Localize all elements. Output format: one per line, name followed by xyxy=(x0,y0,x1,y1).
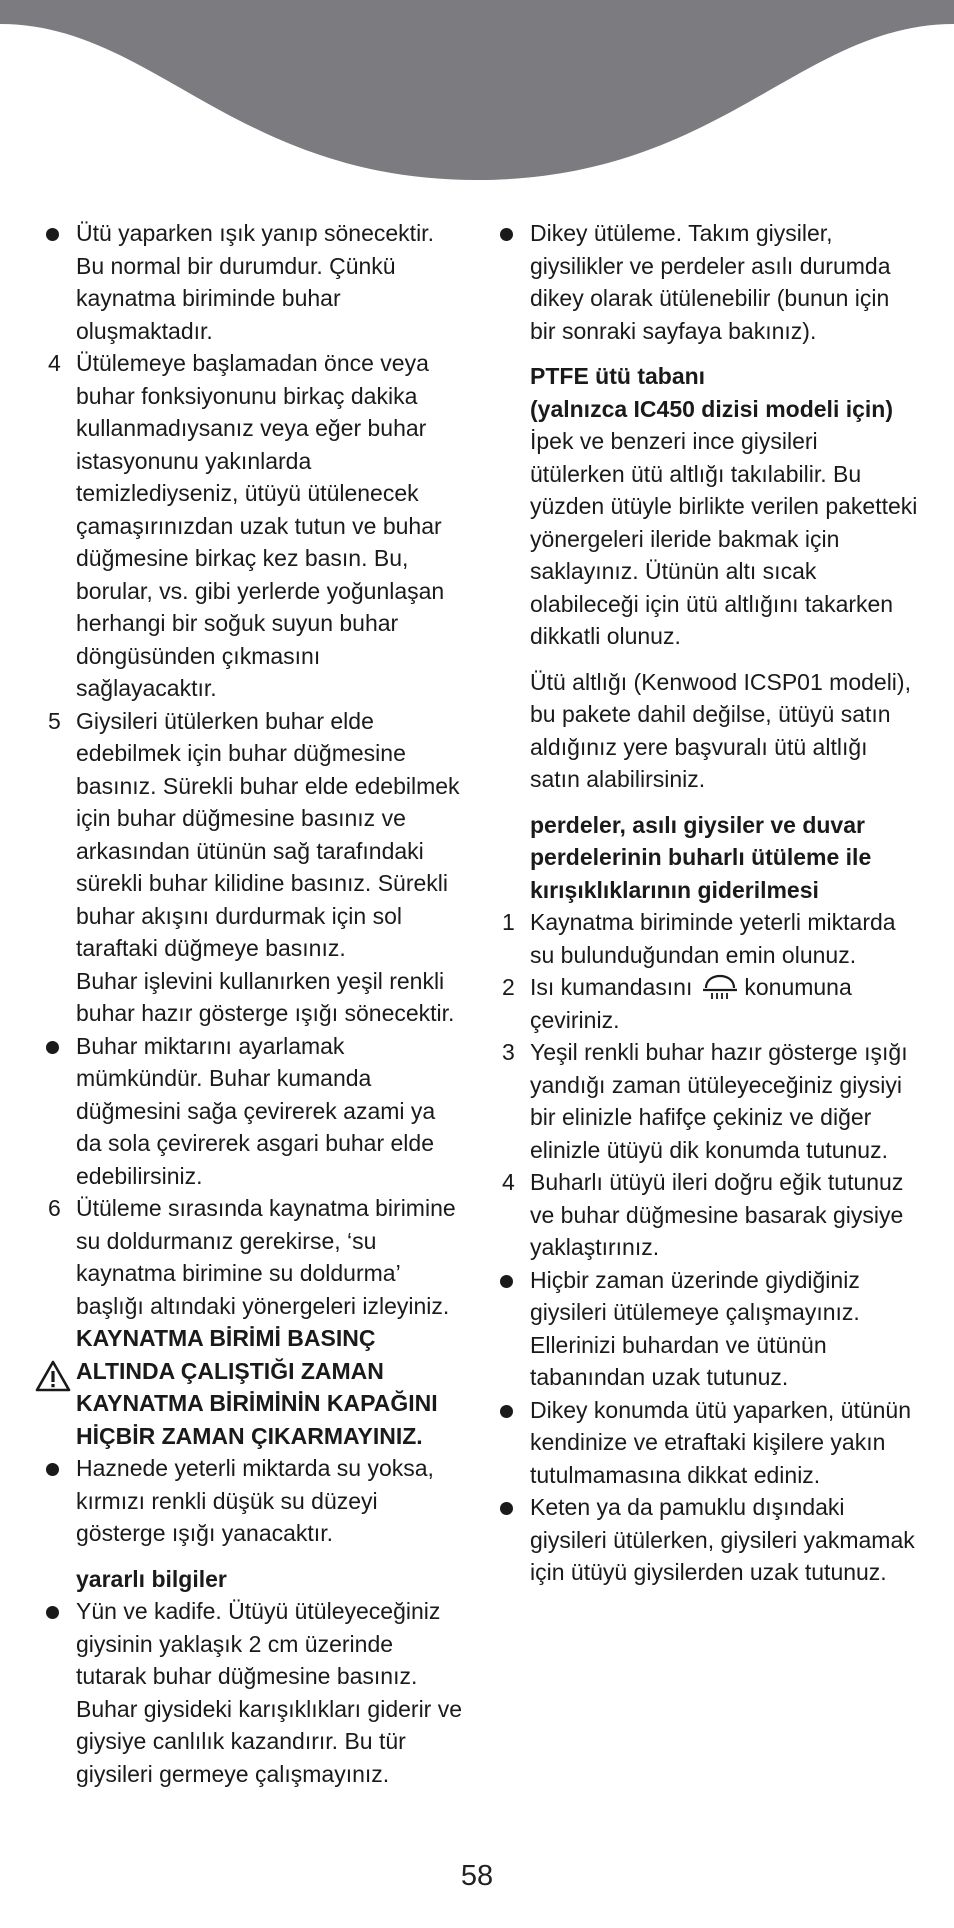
step-6 xyxy=(44,1192,464,1322)
step-number: 4 xyxy=(502,1169,515,1195)
bullet-text: Keten ya da pamuklu dışındaki giysileri ütülerken, giysileri yakmamak için ütüyü giysilerden uzak tutunuz. xyxy=(530,1494,915,1585)
step-text: Buharlı ütüyü ileri doğru eğik tutunuz ve buhar düğmesine basarak giysiye yaklaştırınız. xyxy=(530,1169,904,1260)
bullet-text: Ütü yaparken ışık yanıp sönecektir. Bu normal bir durumdur. Çünkü kaynatma biriminde buhar oluşmaktadır. xyxy=(76,220,434,344)
bullet-icon xyxy=(498,1264,522,1297)
step-number: 3 xyxy=(502,1039,515,1065)
step-number: 5 xyxy=(48,707,61,734)
warning-text: KAYNATMA BİRİMİ BASINÇ ALTINDA ÇALIŞTIĞI ZAMAN KAYNATMA BİRİMİNİN KAPAĞINI HİÇBİR ZAMAN ÇIKARMAYINIZ. xyxy=(76,1325,438,1449)
warning-triangle-icon xyxy=(35,1360,71,1392)
step-text: konumuna çeviriniz. xyxy=(530,974,852,1033)
paragraph: Ütü altlığı (Kenwood ICSP01 modeli), bu pakete dahil değilse, ütüyü satın aldığınız yere başvuralı ütü altlığı satın alabilirsiniz. xyxy=(530,668,911,792)
bullet-icon xyxy=(44,1452,68,1485)
bullet-text: Dikey konumda ütü yaparken, ütünün kendinize ve etraftaki kişilere yakın tutulmamasına dikkat ediniz. xyxy=(530,1396,912,1488)
bullet-text: Yün ve kadife. Ütüyü ütüleyeceğiniz giysinin yaklaşık 2 cm üzerinde tutarak buhar düğmesine basınız. Buhar giysideki karışıklıkları giderir ve giysiye canlılık kazandırır. Bu tür giysileri germeye çalışmayınız. xyxy=(76,1598,463,1787)
list-item xyxy=(498,217,918,347)
bullet-icon xyxy=(44,217,68,250)
bullet-text: Hiçbir zaman üzerinde giydiğiniz giysileri ütülemeye çalışmayınız. Ellerinizi buhardan ve ütünün tabanından uzak tutunuz. xyxy=(530,1266,860,1390)
step-text: Ütülemeye başlamadan önce veya buhar fonksiyonunu birkaç dakika kullanmadıysanız veya eğer buhar istasyonunu yakınlarda temizlediyseniz, ütüyü ütülenecek çamaşırınızdan uzak tutun ve buhar düğmesine birkaç kez basın. Bu, borular, vs. gibi yerlerde yoğunlaşan herhangi bir soğuk suyun buhar döngüsünden çıkmasını sağlayacaktır. xyxy=(76,350,445,701)
step-text: Kaynatma biriminde yeterli miktarda su bulunduğundan emin olunuz. xyxy=(530,909,896,968)
list-item xyxy=(498,1394,918,1492)
step-text: Yeşil renkli buhar hazır gösterge ışığı yandığı zaman ütüleyeceğiniz giysiyi bir elinizle hafifçe çekiniz ve diğer elinizle ütüyü dik konumda tutunuz. xyxy=(530,1039,908,1163)
section-subheading-ptfe: (yalnızca IC450 dizisi modeli için) xyxy=(530,395,894,422)
step-number: 1 xyxy=(502,909,515,935)
step-text: Ütüleme sırasında kaynatma birimine su doldurmanız gerekirse, ‘su kaynatma birimine su doldurma’ başlığı altındaki yönergeleri izleyiniz. xyxy=(76,1195,456,1319)
section-heading-curtains: perdeler, asılı giysiler ve duvar perdelerinin buharlı ütüleme ile kırışıklıklarının giderilmesi xyxy=(530,811,872,903)
bullet-text: Haznede yeterli miktarda su yoksa, kırmızı renkli düşük su düzeyi gösterge ışığı yanacaktır. xyxy=(76,1455,434,1546)
bullet-icon xyxy=(44,1595,68,1628)
step-text-note: Buhar işlevini kullanırken yeşil renkli buhar hazır gösterge ışığı sönecektir. xyxy=(76,967,455,1026)
list-item xyxy=(44,217,464,347)
list-item xyxy=(498,1491,918,1589)
bullet-icon xyxy=(498,1394,522,1427)
bullet-icon xyxy=(44,1030,68,1063)
list-item xyxy=(498,1264,918,1394)
bullet-icon xyxy=(498,1491,522,1524)
bullet-text: Buhar miktarını ayarlamak mümkündür. Buhar kumanda düğmesini sağa çevirerek azami ya da sola çevirerek asgari buhar elde edebilirsiniz. xyxy=(76,1032,436,1189)
steam-setting-icon xyxy=(700,974,740,1000)
list-item xyxy=(44,1030,464,1193)
left-column xyxy=(44,217,464,1790)
step-4 xyxy=(44,347,464,705)
step-number: 6 xyxy=(48,1195,61,1221)
step-number: 2 xyxy=(502,974,515,1000)
step-3 xyxy=(498,1036,918,1166)
right-column xyxy=(498,217,918,1589)
header-wave xyxy=(0,0,954,200)
step-1 xyxy=(498,906,918,971)
list-item xyxy=(44,1595,464,1790)
bullet-text: Dikey ütüleme. Takım giysiler, giysilikler ve perdeler asılı durumda dikey olarak ütülenebilir (bunun için bir sonraki sayfaya bakınız). xyxy=(530,220,891,344)
section-heading-tips: yararlı bilgiler xyxy=(76,1565,227,1592)
page-number: 58 xyxy=(460,1860,494,1892)
list-item xyxy=(44,1452,464,1550)
warning-block xyxy=(44,1322,464,1452)
step-4 xyxy=(498,1166,918,1264)
step-number: 4 xyxy=(48,350,61,376)
step-2 xyxy=(498,971,918,1036)
step-5 xyxy=(44,705,464,1030)
step-text: Isı kumandasını xyxy=(530,974,693,1000)
section-heading-ptfe: PTFE ütü tabanı xyxy=(530,363,706,389)
step-text: Giysileri ütülerken buhar elde edebilmek için buhar düğmesine basınız. Sürekli buhar elde edebilmek için buhar düğmesine basınız ve arkasından ütünün sağ tarafındaki sürekli buhar kilidine basınız. Sürekli buhar akışını durdurmak için sol taraftaki düğmeye basınız. xyxy=(76,707,460,961)
paragraph: İpek ve benzeri ince giysileri ütülerken ütü altlığı takılabilir. Bu yüzden ütüyle birlikte verilen paketteki yönergeleri ileride bakmak için saklayınız. Ütünün altı sıcak olabileceği için ütü altlığını takarken dikkatli olunuz. xyxy=(530,428,918,649)
bullet-icon xyxy=(498,217,522,250)
